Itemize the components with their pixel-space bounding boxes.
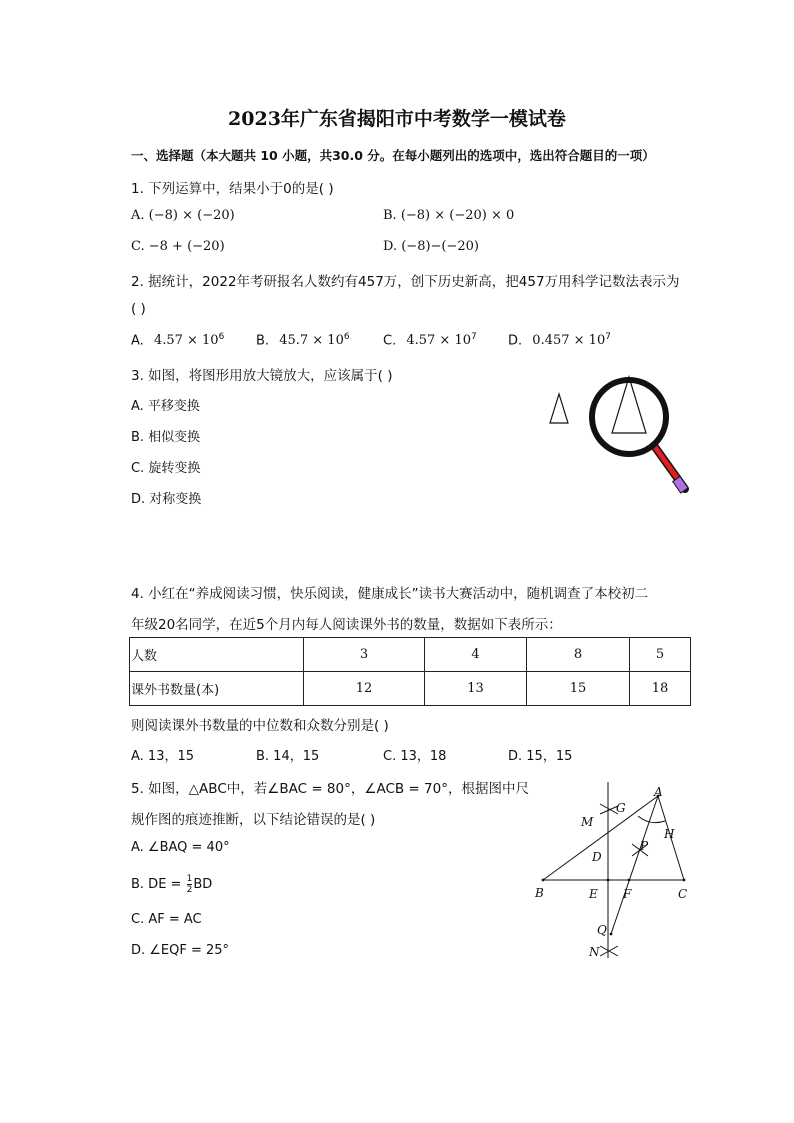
q1-option-c: C. −8 + (−20) [131, 239, 225, 254]
q2-option-b [256, 332, 350, 348]
q2-option-b-exponent: 6 [343, 332, 350, 342]
q5-triangle-figure [528, 776, 698, 966]
q3-option-b: B. 相似变换 [131, 430, 201, 445]
label-e: E [589, 887, 598, 901]
q2-option-b-label: B. [256, 333, 270, 349]
q2-option-c-mantissa: 4.57 × 10 [406, 333, 472, 349]
q4-option-d: D. 15，15 [508, 749, 573, 764]
q1-option-a: A. (−8) × (−20) [131, 208, 235, 223]
q5-option-c: C. AF = AC [131, 912, 202, 927]
reading-data-table [129, 637, 691, 706]
point-q [610, 933, 613, 936]
label-b: B [535, 886, 544, 900]
q2-option-d [508, 332, 611, 348]
fraction [187, 874, 193, 895]
table-row [130, 638, 691, 672]
q5-option-b-prefix: B. DE = [131, 877, 182, 892]
q3-option-d: D. 对称变换 [131, 492, 202, 507]
label-m: M [581, 815, 594, 829]
table-cell: 3 [304, 638, 425, 672]
table-cell: 4 [425, 638, 527, 672]
q3-option-c: C. 旋转变换 [131, 461, 201, 476]
q2-option-d-exponent: 7 [605, 332, 611, 342]
q5-stem-line2: 规作图的痕迹推断，以下结论错误的是( ) [131, 812, 376, 828]
label-n: N [589, 945, 600, 959]
q2-option-a-label: A. [131, 333, 144, 349]
q2-option-a [131, 332, 224, 348]
q2-option-c-label: C. [383, 333, 397, 349]
table-cell: 18 [630, 672, 691, 706]
label-c: C [678, 887, 688, 901]
q5-option-d: D. ∠EQF = 25° [131, 943, 230, 958]
q2-option-d-mantissa: 0.457 × 10 [532, 333, 606, 349]
section-heading: 一、选择题（本大题共 10 小题，共30.0 分。在每小题列出的选项中，选出符合题目的一项） [131, 148, 655, 163]
q2-option-c [383, 332, 477, 348]
magnifier-lens [592, 380, 666, 454]
table-cell: 5 [630, 638, 691, 672]
q5-option-a: A. ∠BAQ = 40° [131, 840, 230, 855]
table-cell: 13 [425, 672, 527, 706]
q2-option-b-mantissa: 45.7 × 10 [279, 333, 344, 349]
table-cell: 8 [527, 638, 630, 672]
point-f [628, 879, 631, 882]
q4-question: 则阅读课外书数量的中位数和众数分别是( ) [131, 718, 389, 734]
q2-option-a-mantissa: 4.57 × 10 [153, 333, 219, 349]
label-a: A [654, 785, 663, 799]
label-p: P [640, 839, 649, 853]
table-cell-label: 人数 [130, 638, 304, 672]
q3-stem: 3. 如图，将图形用放大镜放大，应该属于( ) [131, 368, 393, 384]
table-cell: 15 [527, 672, 630, 706]
table-row [130, 672, 691, 706]
page-title: 2023年广东省揭阳市中考数学一模试卷 [228, 108, 566, 130]
q2-stem-line1: 2. 据统计，2022年考研报名人数约有457万，创下历史新高，把457万用科学记数法表示为 [131, 274, 680, 290]
q1-option-b: B. (−8) × (−20) × 0 [383, 208, 515, 223]
table-cell-label: 课外书数量(本) [130, 672, 304, 706]
point-c [683, 879, 686, 882]
table-cell: 12 [304, 672, 425, 706]
segment-ba [543, 796, 658, 880]
q4-option-c: C. 13，18 [383, 749, 447, 764]
q4-stem-line1: 4. 小红在“养成阅读习惯，快乐阅读，健康成长”读书大赛活动中，随机调查了本校初二 [131, 586, 649, 602]
arc-mark [638, 816, 665, 823]
angle-bisector [611, 796, 658, 934]
q3-magnifier-figure [540, 365, 700, 505]
fraction-numerator: 1 [186, 874, 193, 884]
label-g: G [616, 801, 626, 815]
label-f: F [623, 887, 632, 901]
q5-option-b-suffix: BD [193, 877, 213, 892]
q4-option-a: A. 13，15 [131, 749, 195, 764]
label-d: D [592, 850, 602, 864]
q5-option-b [131, 874, 212, 895]
q1-option-d: D. (−8)−(−20) [383, 239, 480, 254]
q2-stem-line2: ( ) [131, 301, 146, 317]
q4-option-b: B. 14，15 [256, 749, 320, 764]
small-triangle [550, 394, 568, 423]
label-h: H [664, 827, 675, 841]
q2-option-d-label: D. [508, 333, 523, 349]
q3-option-a: A. 平移变换 [131, 399, 200, 414]
point-e [607, 879, 610, 882]
q2-option-a-exponent: 6 [218, 332, 225, 342]
label-q: Q [597, 923, 607, 937]
q5-stem-line1: 5. 如图，△ABC中，若∠BAC = 80°，∠ACB = 70°，根据图中尺 [131, 781, 529, 797]
q1-stem: 1. 下列运算中，结果小于0的是( ) [131, 181, 334, 197]
q2-option-c-exponent: 7 [471, 332, 477, 342]
fraction-denominator: 2 [186, 885, 193, 895]
point-b [542, 879, 545, 882]
q4-stem-line2: 年级20名同学，在近5个月内每人阅读课外书的数量，数据如下表所示： [131, 617, 562, 633]
